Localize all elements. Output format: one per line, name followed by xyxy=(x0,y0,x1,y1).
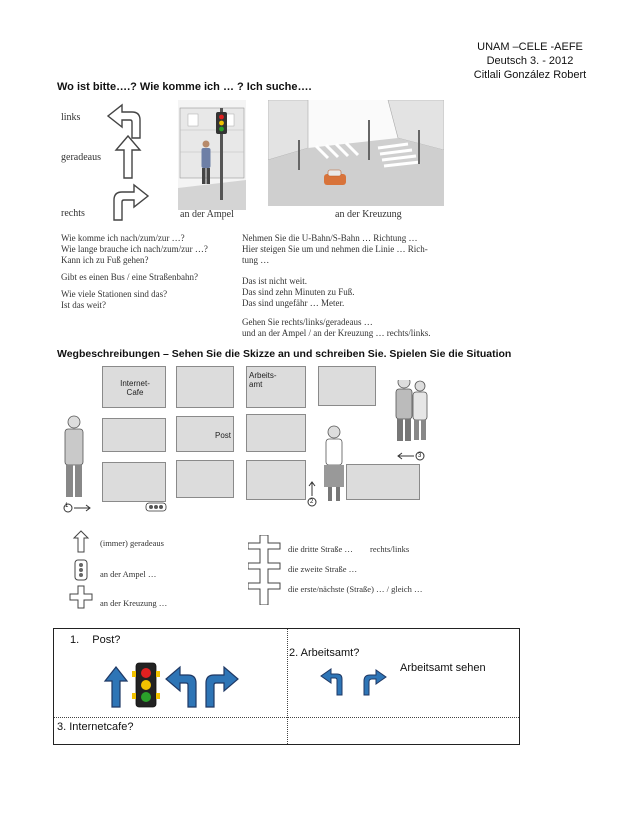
section1-title: Wo ist bitte….? Wie komme ich … ? Ich suche…. xyxy=(57,81,312,93)
label-an-der-kreuzung: an der Kreuzung xyxy=(335,209,402,220)
marker-number-2: 2 xyxy=(310,499,314,505)
marker-number-1: 1 xyxy=(65,503,69,509)
header-block xyxy=(450,40,610,82)
turn-left-arrow-icon xyxy=(166,667,196,707)
marker-number-3: 3 xyxy=(418,453,422,459)
table-horizontal-divider xyxy=(54,717,519,718)
task-2-answer-symbols xyxy=(316,667,391,697)
traffic-light-scene-image xyxy=(178,100,246,210)
label-an-der-ampel: an der Ampel xyxy=(180,209,234,220)
phrase-line: Kann ich zu Fuß gehen? xyxy=(61,255,149,265)
phrase-line: und an der Ampel / an der Kreuzung … rechts/links. xyxy=(242,328,431,338)
crossroad-icon xyxy=(70,586,92,608)
phrase-line: tung … xyxy=(242,255,270,265)
turn-right-arrow-icon xyxy=(364,670,386,695)
straight-arrow-icon xyxy=(116,136,140,178)
turn-right-arrow-icon xyxy=(206,667,238,707)
phrase-line: Das ist nicht weit. xyxy=(242,276,307,286)
map-figures xyxy=(50,380,450,520)
traffic-light-icon xyxy=(132,663,160,707)
man-figure-icon xyxy=(65,416,83,497)
label-rechts: rechts xyxy=(61,208,85,219)
task-1 xyxy=(70,634,120,646)
header-course: Deutsch 3. - 2012 xyxy=(486,55,574,67)
phrase-spacer xyxy=(242,266,482,276)
legend-kreuzung: an der Kreuzung … xyxy=(100,598,168,608)
phrase-line: Das sind ungefähr … Meter. xyxy=(242,298,345,308)
table-vertical-divider xyxy=(287,629,288,744)
traffic-light-small-icon xyxy=(146,503,166,511)
task-1-number: 1. xyxy=(70,634,80,646)
phrase-spacer xyxy=(242,309,482,317)
phrase-line: Nehmen Sie die U-Bahn/S-Bahn … Richtung … xyxy=(242,233,418,243)
direction-arrows-illustration xyxy=(100,100,160,225)
phrase-line: Wie viele Stationen sind das? xyxy=(61,289,168,299)
task-3-label: 3. Internetcafe? xyxy=(57,721,134,733)
phrases-left-column xyxy=(61,233,231,311)
task-1-label: Post? xyxy=(92,634,121,646)
couple-figure-icon xyxy=(396,380,427,441)
phrase-line: Hier steigen Sie um und nehmen die Linie … Rich- xyxy=(242,244,428,254)
street-diagram-icon xyxy=(248,535,282,605)
traffic-light-icon xyxy=(75,560,87,580)
phrase-line: Ist das weit? xyxy=(61,300,106,310)
phrase-line: Gibt es einen Bus / eine Straßenbahn? xyxy=(61,272,198,282)
phrase-line: Wie komme ich nach/zum/zur …? xyxy=(61,233,185,243)
label-post: Post xyxy=(214,431,231,440)
task-2-note: Arbeitsamt sehen xyxy=(400,662,486,674)
label-internet-cafe: Internet- Cafe xyxy=(120,379,150,397)
legend-geradeaus: (immer) geradeaus xyxy=(100,538,164,548)
label-geradeaus: geradeaus xyxy=(61,152,101,163)
turn-left-arrow-icon xyxy=(321,669,342,695)
phrases-right-column xyxy=(242,233,482,339)
label-arbeitsamt: Arbeits- amt xyxy=(249,371,277,389)
turn-right-arrow-icon xyxy=(114,185,148,220)
turn-left-arrow-icon xyxy=(108,105,140,138)
legend-rechts-links: rechts/links xyxy=(370,544,410,554)
legend-zweite-strasse: die zweite Straße … xyxy=(288,564,358,574)
label-links: links xyxy=(61,112,81,123)
task-2-label: 2. Arbeitsamt? xyxy=(289,647,360,659)
straight-arrow-icon xyxy=(74,531,88,552)
woman-figure-icon xyxy=(324,426,344,501)
section2-title: Wegbeschreibungen – Sehen Sie die Skizze an und schreiben Sie. Spielen Sie die Situation xyxy=(57,348,512,360)
crossroad-scene-image xyxy=(268,100,444,206)
phrase-line: Gehen Sie rechts/links/geradeaus … xyxy=(242,317,373,327)
header-institution: UNAM –CELE -AEFE xyxy=(477,41,583,53)
task-table xyxy=(53,628,520,745)
phrase-line: Das sind zehn Minuten zu Fuß. xyxy=(242,287,355,297)
straight-arrow-icon xyxy=(105,667,127,707)
phrase-line: Wie lange brauche ich nach/zum/zur …? xyxy=(61,244,208,254)
task-1-answer-symbols xyxy=(102,661,242,711)
legend-ampel: an der Ampel … xyxy=(100,569,157,579)
legend-erste-strasse: die erste/nächste (Straße) … / gleich … xyxy=(288,584,423,594)
header-author: Citlali González Robert xyxy=(473,69,587,81)
legend-icons-left xyxy=(66,530,96,610)
legend-dritte-strasse: die dritte Straße … xyxy=(288,544,353,554)
